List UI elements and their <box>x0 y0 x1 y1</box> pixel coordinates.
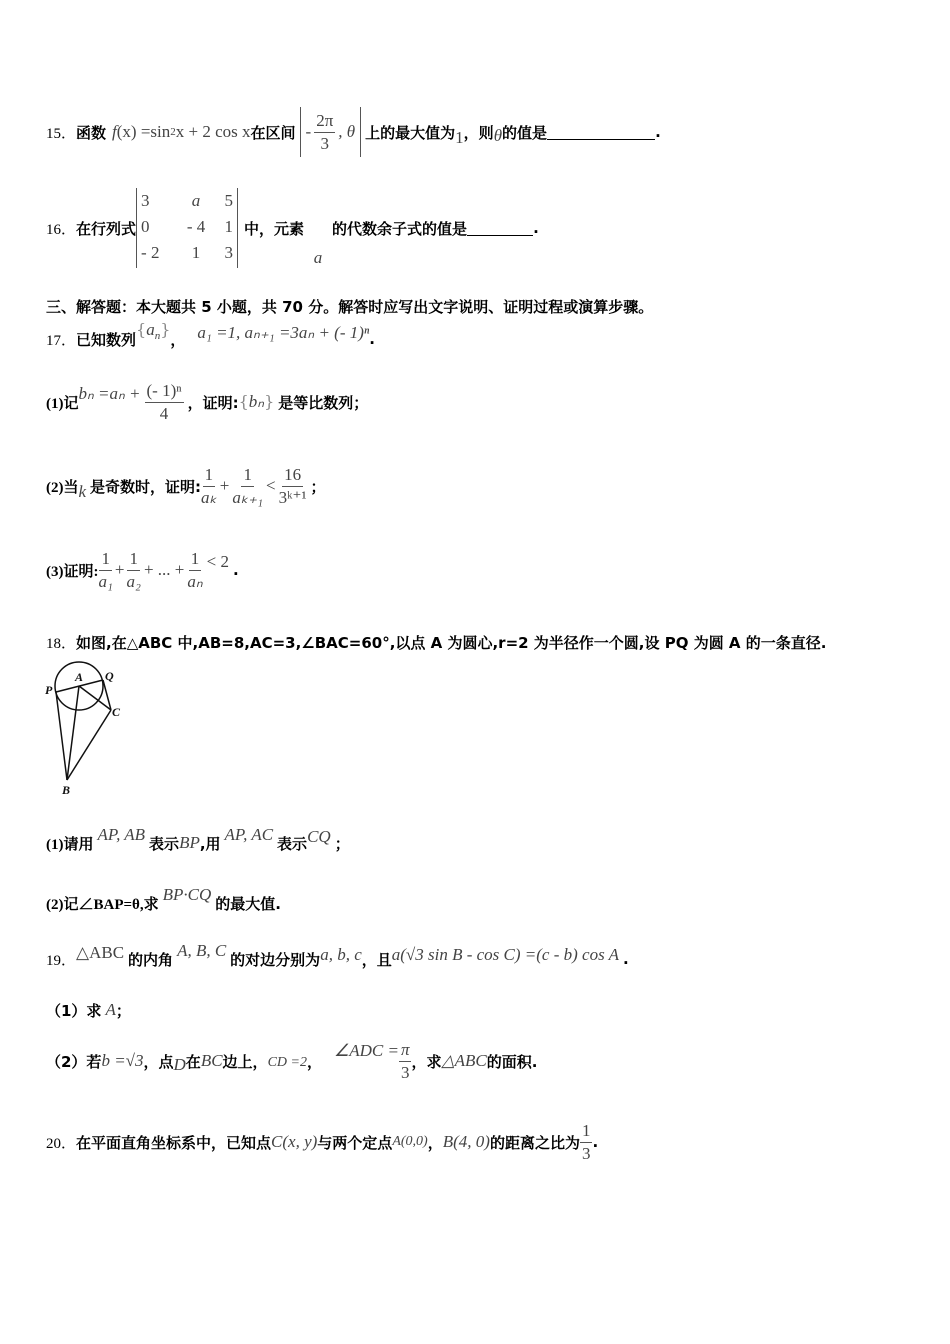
q17-p1-seq: bₙ <box>248 392 265 411</box>
q19-p2-angle: ∠ADC = <box>333 1041 399 1060</box>
q15-number: 15． <box>46 125 77 142</box>
q17-p1-den: 4 <box>159 403 169 423</box>
frac-num: 1 <box>99 548 112 571</box>
q17-p3-dots: + ... + <box>143 560 185 579</box>
q18-p1-t3: 表示 <box>277 834 308 853</box>
q17-condition: a₁ =1, aₙ₊₁ =3aₙ + (- 1)ⁿ <box>197 323 370 342</box>
q17-p2-frac1 <box>201 464 217 509</box>
q17-p2-end: ； <box>310 477 326 496</box>
q19-p2-t2: 在 <box>185 1052 201 1071</box>
q17-p3-fracn <box>187 548 202 593</box>
q17-p2-frac3 <box>279 464 307 509</box>
q19-sides: a, b, c <box>320 945 362 964</box>
q16-matrix <box>140 188 234 266</box>
frac-den: 3 <box>581 1143 591 1163</box>
q18-p1-label: (1)请用 <box>46 836 94 853</box>
q20-fraction <box>580 1120 593 1165</box>
matrix-cell: 3 <box>224 243 234 262</box>
q16-end: . <box>533 219 539 237</box>
q17-p3-frac2 <box>127 548 141 593</box>
q20-point-a: A(0,0) <box>392 1134 428 1149</box>
q17-comma: ， <box>170 330 186 349</box>
q15-interval-end: , θ <box>338 122 356 141</box>
q19-p1-var: A <box>105 1000 116 1019</box>
q16-element: a <box>313 248 323 267</box>
q15-max: 1 <box>455 128 464 147</box>
q19-p1-end: ； <box>115 1001 131 1020</box>
q15-suffix1: 上的最大值为 <box>365 123 456 142</box>
q20-point-c: C(x, y) <box>271 1132 318 1151</box>
q17-p2-lt: < <box>266 476 276 495</box>
q16-mid: 中，元素 <box>244 219 305 238</box>
frac-den: 3 <box>400 1062 410 1082</box>
label-p: P <box>45 683 53 697</box>
q18-p2-suffix: 的最大值. <box>215 894 281 913</box>
matrix-cell: 0 <box>141 217 150 236</box>
q17-end: . <box>369 330 375 348</box>
q15-func-arg: (x) =sin <box>116 122 171 141</box>
q17-p1-mid: ，证明: <box>187 393 239 412</box>
q18-p2-expr: BP·CQ <box>162 885 212 904</box>
q18-part1 <box>46 825 350 858</box>
q18-p1-v2: BP <box>179 833 200 852</box>
q17-p3-end: . <box>233 561 239 579</box>
q17-prefix: 已知数列 <box>76 330 137 349</box>
matrix-cell: a <box>191 191 201 210</box>
q19-p2-bc: BC <box>200 1051 223 1070</box>
q15-interval <box>300 107 362 157</box>
q15-func: f <box>112 122 117 141</box>
q17-p1-fraction <box>145 380 184 425</box>
frac-num: π <box>399 1039 412 1062</box>
q19-triangle: △ABC <box>76 943 125 962</box>
q18-p1-v1: AP, AB <box>97 825 146 844</box>
q20-t3: ， <box>427 1133 443 1152</box>
q15-end: . <box>655 123 661 141</box>
q19-p2-fraction <box>399 1039 412 1084</box>
q15-interval-num: 2π <box>314 110 335 133</box>
q19-p1-label: （1）求 <box>46 1001 102 1020</box>
q16-determinant <box>136 188 238 268</box>
q19-t1: 的内角 <box>128 950 174 969</box>
q19-p2-b: b =√3 <box>101 1051 144 1070</box>
segment-bc <box>67 710 111 780</box>
q17-part3: (3)证明: $\frac{1}{\text{a₁}}$ + $\frac{1}{\text{a₂}}$ + ... + $\frac{1}{\text{aₙ}}$ < 2 . <box>46 548 239 591</box>
label-a: A <box>75 670 84 684</box>
q18-p2-label: (2)记∠BAP=θ,求 <box>46 896 159 913</box>
q18-part2 <box>46 885 281 918</box>
q15-mid: 在区间 <box>250 123 296 142</box>
frac-den: a₂ <box>126 571 141 591</box>
q19-part1 <box>46 998 131 1022</box>
q19-part2 <box>46 1036 537 1086</box>
q19-p2-t1: ，点 <box>143 1052 174 1071</box>
q19-p2-t5: ，求 <box>411 1052 442 1071</box>
q15-prefix: 函数 <box>76 123 107 142</box>
label-q: Q <box>105 669 114 683</box>
frac-num: 1 <box>203 464 216 487</box>
matrix-cell: 1 <box>224 217 234 236</box>
label-c: C <box>112 705 121 719</box>
q17-p3-label: (3)证明: <box>46 563 99 580</box>
q18-triangle-circle-figure <box>40 660 150 800</box>
q18-p1-t1: 表示 <box>149 834 180 853</box>
q20-t2: 与两个定点 <box>317 1133 393 1152</box>
question-19 <box>46 941 629 974</box>
q17-p2-mid: 是奇数时，证明: <box>90 477 202 496</box>
q15-theta: θ <box>493 126 503 145</box>
q19-end: . <box>623 950 629 968</box>
q16-prefix: 在行列式 <box>76 219 137 238</box>
q19-p2-t6: 的面积. <box>486 1052 538 1071</box>
label-b: B <box>62 783 71 797</box>
q17-p1-lhs: bₙ =aₙ + <box>78 384 141 403</box>
frac-num: 1 <box>127 548 140 571</box>
q18-p1-t2: ,用 <box>199 834 221 853</box>
q19-t2: 的对边分别为 <box>230 950 321 969</box>
frac-den: 3ᵏ⁺¹ <box>278 487 307 507</box>
frac-num: 1 <box>580 1120 593 1143</box>
q16-suffix: 的代数余子式的值是 <box>332 219 468 238</box>
q17-seq: a <box>146 319 155 339</box>
q17-part2 <box>46 460 326 512</box>
segment-ab <box>67 686 79 780</box>
frac-den: a₁ <box>98 571 113 591</box>
matrix-cell: - 4 <box>186 217 206 236</box>
q18-text: 如图,在△ABC 中,AB=8,AC=3,∠BAC=60°,以点 A 为圆心,r=2 为半径作一个圆,设 PQ 为圆 A 的一条直径. <box>76 633 827 652</box>
q17-p1-suffix: 是等比数列； <box>278 393 369 412</box>
q15-suffix3: 的值是 <box>502 123 548 142</box>
q18-p1-v3: AP, AC <box>224 825 274 844</box>
q17-p1-seq-brace: {bₙ} <box>238 392 275 411</box>
q17-p1-num: (- 1)ⁿ <box>145 380 184 403</box>
q15-interval-den: 3 <box>320 133 329 153</box>
q15-expr: x + 2 cos x <box>175 122 251 141</box>
q15-answer-blank[interactable] <box>547 125 655 140</box>
frac-num: 1 <box>189 548 202 571</box>
q19-p2-d: D <box>173 1055 186 1074</box>
matrix-cell: 5 <box>224 191 234 210</box>
q18-p1-end: ； <box>334 834 350 853</box>
q20-t1: 在平面直角坐标系中，已知点 <box>76 1133 272 1152</box>
q18-number: 18． <box>46 635 77 652</box>
frac-den: aₖ₊₁ <box>232 487 264 507</box>
question-18 <box>46 630 826 654</box>
q16-answer-blank[interactable] <box>467 221 533 236</box>
q17-p3-rhs: < 2 <box>206 552 229 571</box>
question-16 <box>46 186 539 270</box>
q19-p2-t3: 边上， <box>222 1052 268 1071</box>
q17-p3-frac1 <box>99 548 113 593</box>
question-15 <box>46 104 661 160</box>
q17-p2-k: k <box>78 482 87 501</box>
matrix-cell: 1 <box>191 243 201 262</box>
q15-square: 2 <box>170 126 176 138</box>
question-20 <box>46 1116 598 1168</box>
q17-seq-brace: $\{a_n\}$ <box>136 319 171 343</box>
q17-p1-label: (1)记 <box>46 395 79 412</box>
q15-suffix2: ，则 <box>463 123 494 142</box>
q16-number: 16． <box>46 221 77 238</box>
matrix-cell: - 2 <box>141 243 160 262</box>
q15-interval-neg: - <box>305 122 312 141</box>
q19-number: 19． <box>46 952 77 969</box>
q17-p2-label: (2)当 <box>46 479 79 496</box>
frac-num: 16 <box>282 464 303 487</box>
frac-num: 1 <box>241 464 254 487</box>
q19-equation: a(√3 sin B - cos C) =(c - b) cos A <box>391 945 620 964</box>
q20-t4: 的距离之比为 <box>489 1133 580 1152</box>
q19-p2-t4: ， <box>306 1052 322 1071</box>
q17-part1 <box>46 376 368 428</box>
question-17 <box>46 319 375 356</box>
q17-p2-plus: + <box>219 476 230 495</box>
q19-t3: ，且 <box>361 950 392 969</box>
matrix-cell: 3 <box>141 191 150 210</box>
q19-p2-label: （2）若 <box>46 1052 102 1071</box>
frac-den: aₙ <box>187 571 203 591</box>
q17-p2-frac2 <box>232 464 263 509</box>
section-3-heading: 三、解答题：本大题共 5 小题，共 70 分。解答时应写出文字说明、证明过程或演算步骤。 <box>46 298 654 316</box>
frac-den: aₖ <box>201 487 217 507</box>
q19-angles: A, B, C <box>177 941 227 960</box>
q19-p2-triangle: △ABC <box>441 1051 487 1070</box>
q20-point-b: B(4, 0) <box>442 1132 490 1151</box>
q17-number: 17． <box>46 332 77 349</box>
q19-p2-cd: CD =2 <box>267 1055 307 1070</box>
q15-interval-fraction <box>314 110 335 155</box>
q20-end: . <box>592 1133 599 1151</box>
q20-number: 20． <box>46 1135 77 1152</box>
q17-seq-sub: n <box>154 330 161 343</box>
q18-p1-v4: CQ <box>307 827 331 846</box>
